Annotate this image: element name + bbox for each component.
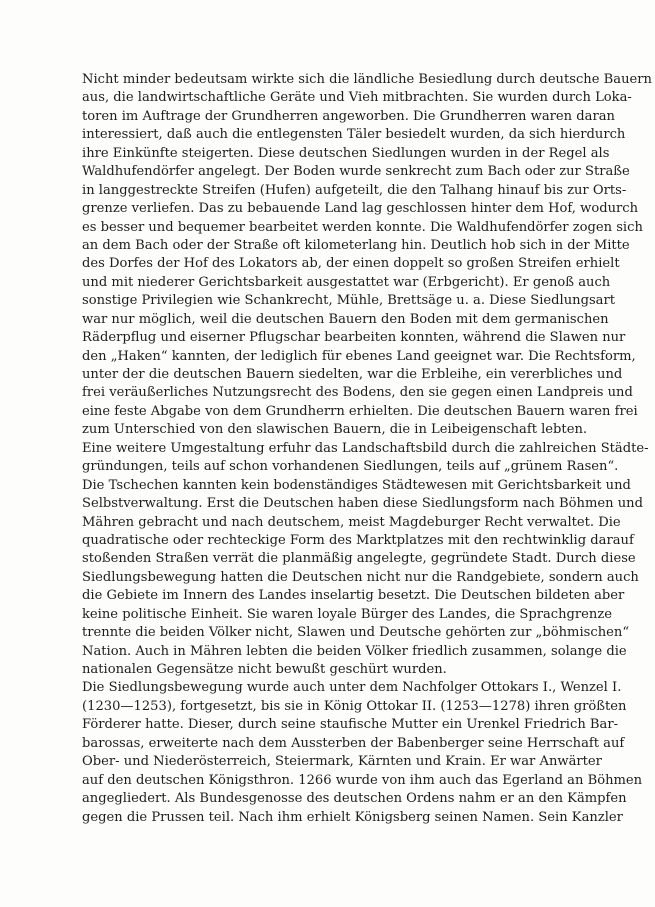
text-line: stoßenden Straßen verrät die planmäßig angelegte, gegründete Stadt. Durch diese [82, 551, 636, 567]
text-line: und mit niederer Gerichtsbarkeit ausgestattet war (Erbgericht). Er genoß auch [82, 274, 611, 290]
text-line: Mähren gebracht und nach deutschem, meist Magdeburger Recht verwaltet. Die [82, 514, 621, 530]
text-line: den „Haken“ kannten, der lediglich für ebenes Land geeignet war. Die Rechtsform, [82, 348, 636, 364]
text-line: grenze verliefen. Das zu bebauende Land lag geschlossen hinter dem Hof, wodurch [82, 201, 639, 217]
text-line: an dem Bach oder der Straße oft kilometerlang hin. Deutlich hob sich in der Mitte [82, 237, 630, 253]
text-line: quadratische oder rechteckige Form des Marktplatzes mit den rechtwinklig darauf [82, 532, 634, 548]
text-line: (1230—1253), fortgesetzt, bis sie in König Ottokar II. (1253—1278) ihren größten [82, 698, 627, 714]
text-line: nationalen Gegensätze nicht bewußt geschürt wurden. [82, 662, 447, 677]
text-line: Die Tschechen kannten kein bodenständiges Städtewesen mit Gerichtsbarkeit und [82, 477, 631, 493]
text-line: angegliedert. Als Bundesgenosse des deutschen Ordens nahm er an den Kämpfen [82, 791, 627, 807]
paragraph [82, 71, 652, 440]
text-line: Die Siedlungsbewegung wurde auch unter dem Nachfolger Ottokars I., Wenzel I. [82, 680, 622, 696]
text-line: Nicht minder bedeutsam wirkte sich die ländliche Besiedlung durch deutsche Bauern [82, 72, 652, 87]
paragraph [82, 440, 649, 680]
text-line: Förderer hatte. Dieser, durch seine staufische Mutter ein Urenkel Friedrich Bar- [82, 717, 619, 733]
text-line: trennte die beiden Völker nicht, Slawen und Deutsche gehörten zur „böhmischen“ [82, 625, 630, 641]
text-line: Siedlungsbewegung hatten die Deutschen nicht nur die Randgebiete, sondern auch [82, 569, 639, 585]
text-line: gründungen, teils auf schon vorhandenen Siedlungen, teils auf „grünem Rasen“. [82, 459, 619, 475]
text-line: die Gebiete im Innern des Landes inselartig besetzt. Die Deutschen bildeten aber [82, 588, 625, 604]
text-line: toren im Auftrage der Grundherren angeworben. Die Grundherren waren daran [82, 108, 615, 124]
text-line: in langgestreckte Streifen (Hufen) aufgeteilt, die den Talhang hinauf bis zur Orts- [82, 182, 627, 198]
text-line: unter der die deutschen Bauern siedelten, war die Erbleihe, ein vererbliches und [82, 367, 623, 382]
text-line: Nation. Auch in Mähren lebten die beiden Völker friedlich zusammen, solange die [82, 643, 627, 659]
text-line: Eine weitere Umgestaltung erfuhr das Landschaftsbild durch die zahlreichen Städte- [82, 440, 649, 456]
text-line: ihre Einkünfte steigerten. Diese deutschen Siedlungen wurden in der Regel als [82, 145, 610, 161]
text-line: Selbstverwaltung. Erst die Deutschen haben diese Siedlungsform nach Böhmen und [82, 496, 643, 512]
text-line: frei veräußerliches Nutzungsrecht des Bodens, den sie gegen einen Landpreis und [82, 385, 633, 401]
text-line: Ober- und Niederösterreich, Steiermark, Kärnten und Krain. Er war Anwärter [82, 754, 602, 770]
text-line: barossas, erweiterte nach dem Aussterben der Babenberger seine Herrschaft auf [82, 735, 625, 751]
text-line: keine politische Einheit. Sie waren loyale Bürger des Landes, die Sprachgrenze [82, 606, 613, 622]
text-line: eine feste Abgabe von dem Grundherrn erhielten. Die deutschen Bauern waren frei [82, 403, 638, 419]
text-line: es besser und bequemer bearbeitet werden konnte. Die Waldhufendörfer zogen sich [82, 219, 643, 235]
text-line: auf den deutschen Königsthron. 1266 wurde von ihm auch das Egerland an Böhmen [82, 772, 643, 788]
text-line: Waldhufendörfer angelegt. Der Boden wurde senkrecht zum Bach oder zur Straße [82, 164, 630, 180]
text-line: interessiert, daß auch die entlegensten Täler besiedelt wurden, da sich hierdurch [82, 127, 626, 143]
body-text [82, 71, 652, 827]
text-line: zum Unterschied von den slawischen Bauern, die in Leibeigenschaft lebten. [82, 422, 588, 438]
text-line: Räderpflug und eiserner Pflugschar bearbeiten konnten, während die Slawen nur [82, 330, 626, 346]
text-line: sonstige Privilegien wie Schankrecht, Mühle, Brettsäge u. a. Diese Siedlungsart [82, 293, 615, 309]
text-line: war nur möglich, weil die deutschen Bauern den Boden mit dem germanischen [82, 311, 609, 327]
text-line: des Dorfes der Hof des Lokators ab, der einen doppelt so großen Streifen erhielt [82, 256, 620, 272]
paragraph [82, 679, 643, 827]
text-line: gegen die Prussen teil. Nach ihm erhielt Königsberg seinen Namen. Sein Kanzler [82, 809, 623, 825]
text-line: aus, die landwirtschaftliche Geräte und Vieh mitbrachten. Sie wurden durch Loka- [82, 90, 632, 106]
